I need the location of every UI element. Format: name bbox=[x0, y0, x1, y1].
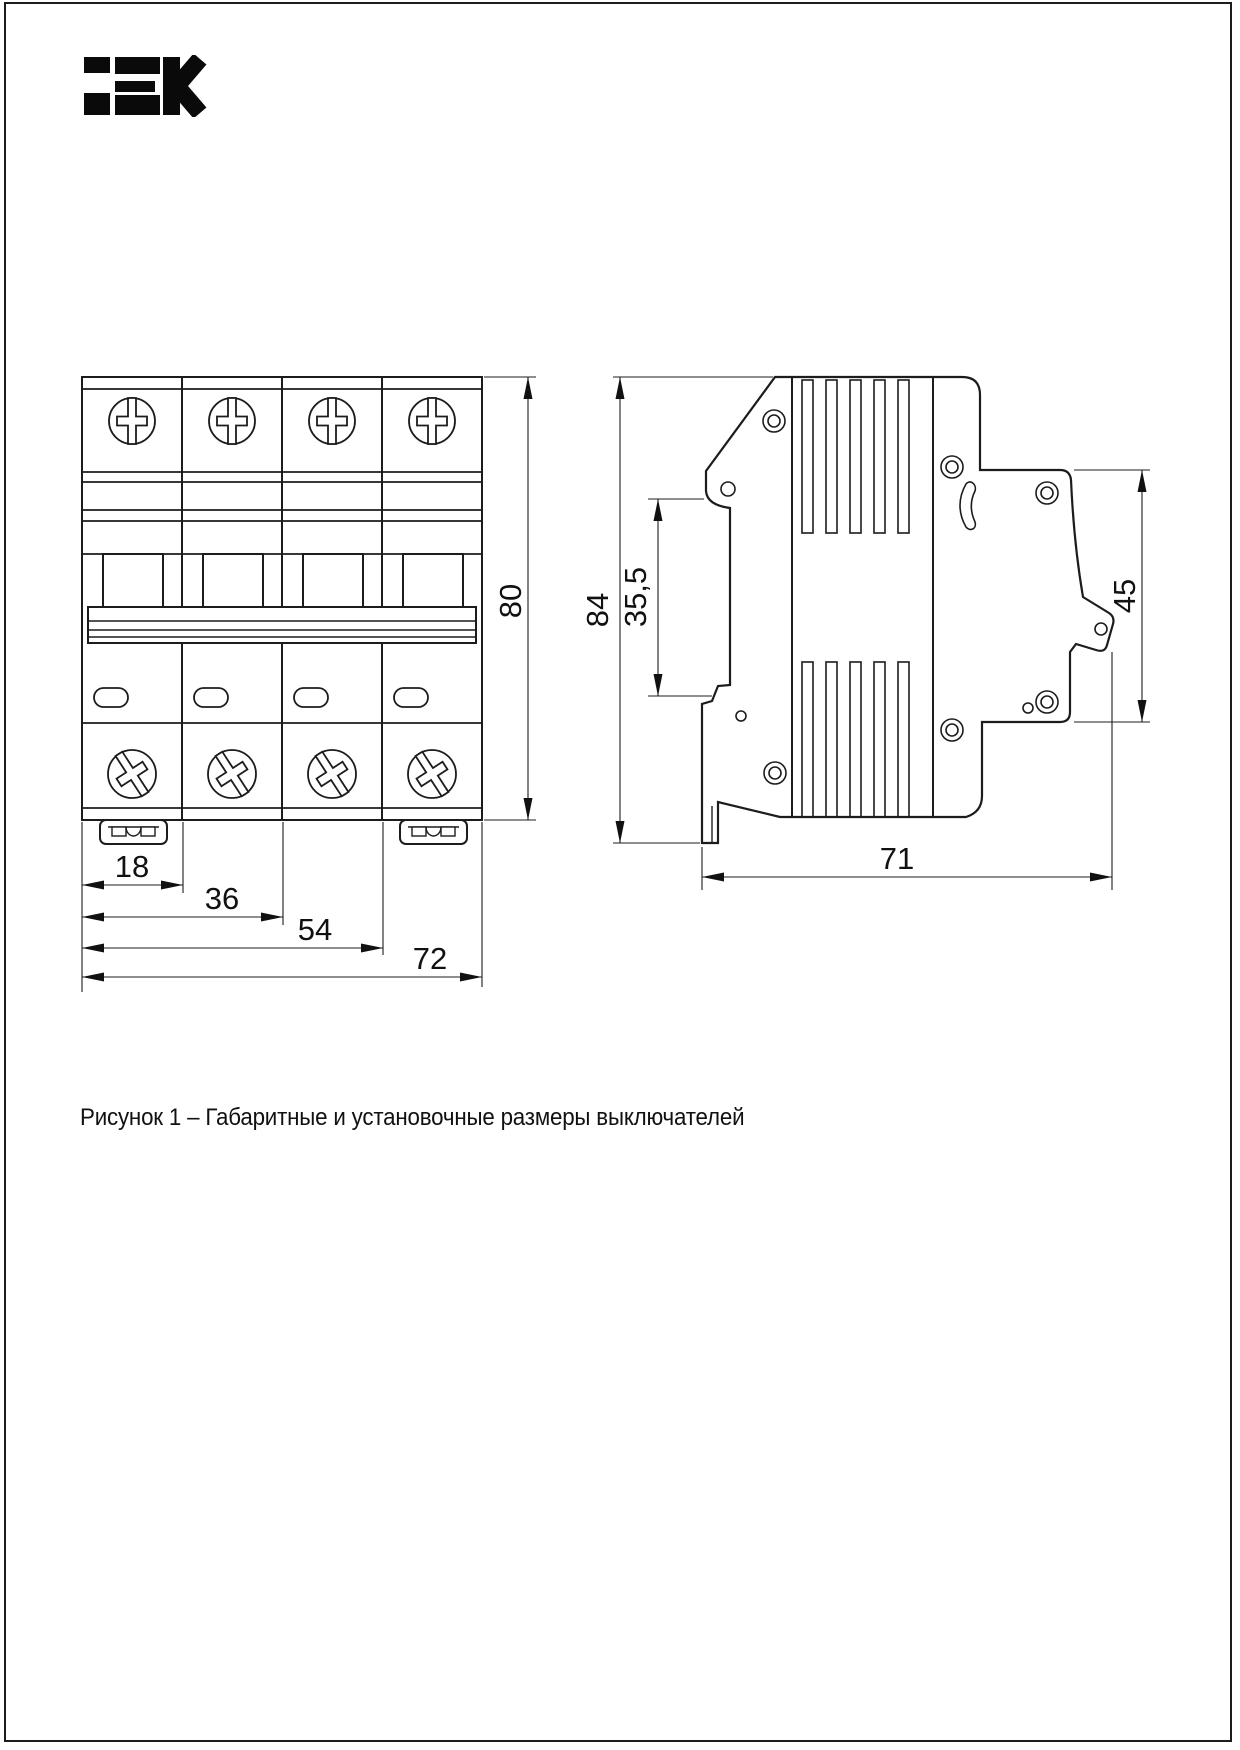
dim-label-84: 84 bbox=[580, 592, 615, 628]
dim-label-35-5: 35,5 bbox=[618, 566, 653, 628]
dim-label-18: 18 bbox=[114, 849, 150, 884]
figure-caption: Рисунок 1 – Габаритные и установочные размеры выключателей bbox=[80, 1104, 745, 1131]
toggle-tie-bar bbox=[88, 607, 476, 643]
dim-label-71: 71 bbox=[879, 841, 915, 876]
side-view-drawing bbox=[702, 377, 1114, 843]
dim-label-45: 45 bbox=[1107, 578, 1142, 614]
dim-label-80: 80 bbox=[493, 583, 528, 619]
dim-label-36: 36 bbox=[204, 881, 240, 916]
front-view-drawing bbox=[82, 377, 482, 844]
dim-label-72: 72 bbox=[412, 941, 448, 976]
dim-label-54: 54 bbox=[297, 912, 333, 947]
